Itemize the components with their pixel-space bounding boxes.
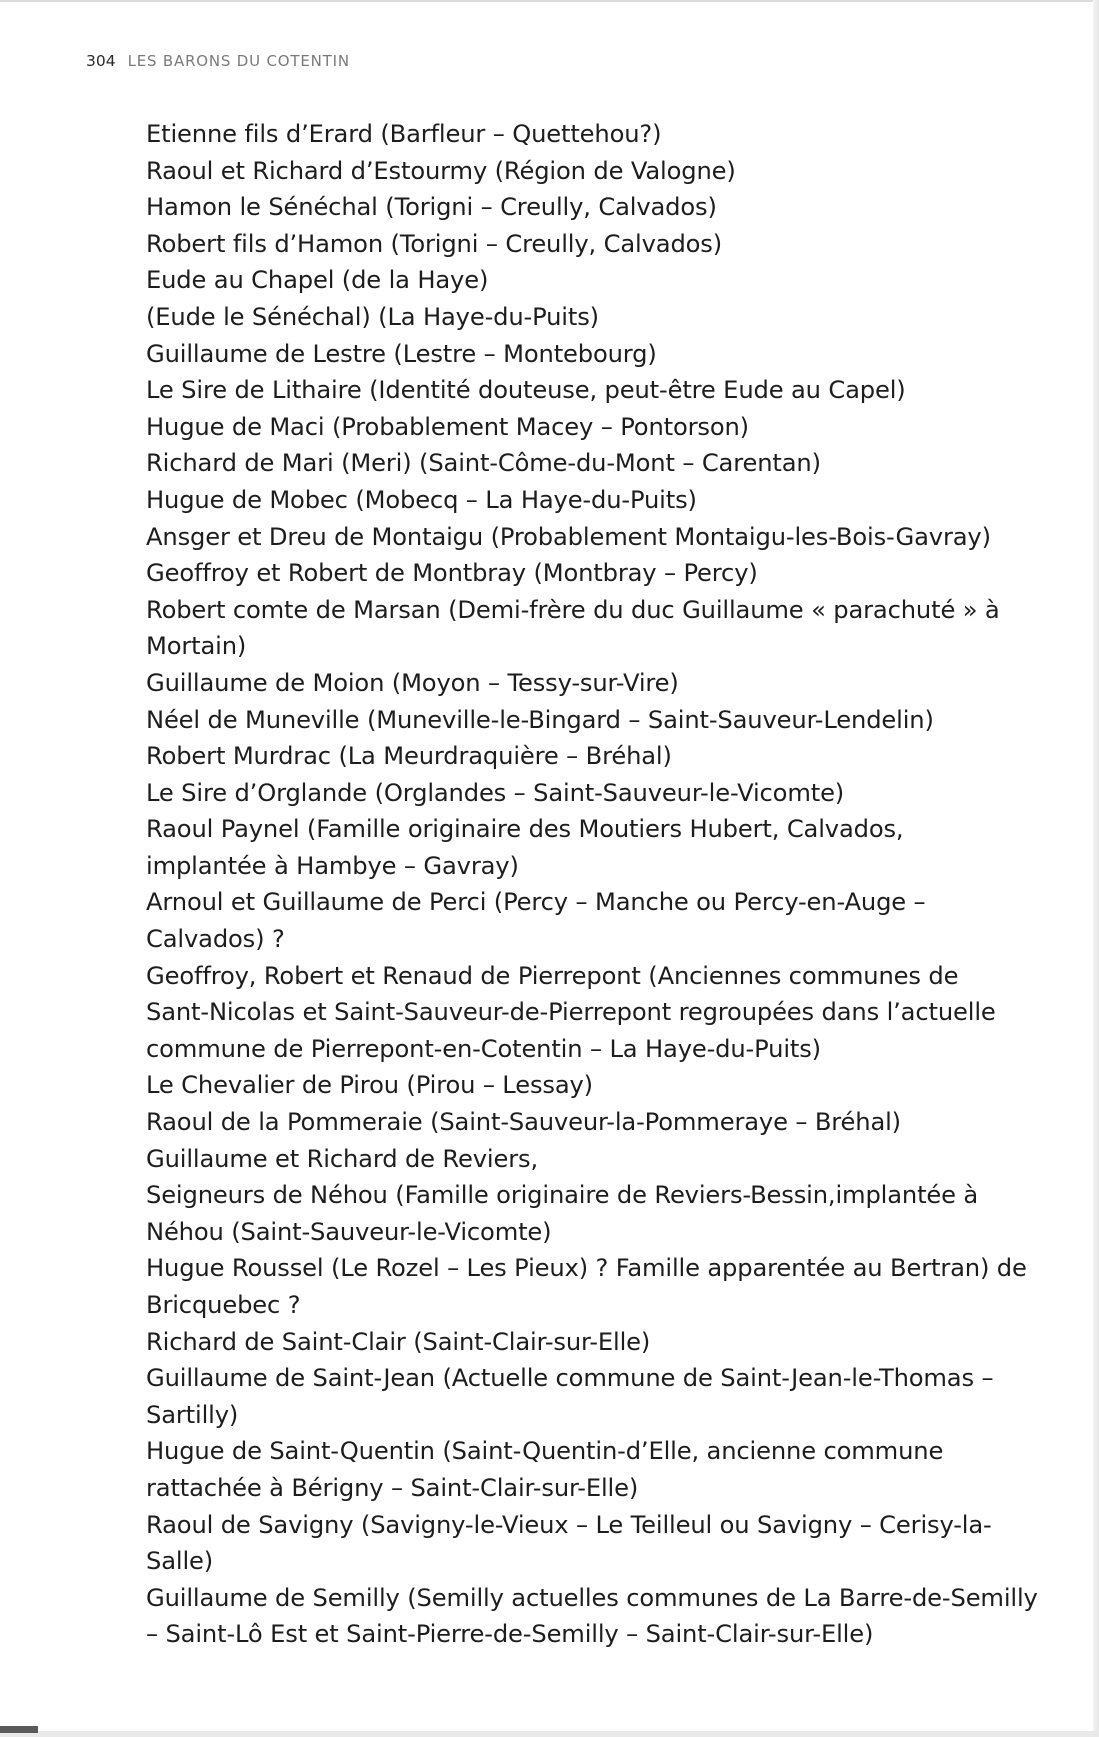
list-line: Raoul Paynel (Famille originaire des Moutiers Hubert, Calvados, xyxy=(146,815,904,844)
list-line: Geoffroy, Robert et Renaud de Pierrepont (Anciennes communes de xyxy=(146,961,959,990)
list-line: Bricquebec ? xyxy=(146,1291,301,1319)
list-line: Raoul et Richard d’Estourmy (Région de Valogne) xyxy=(146,156,736,185)
list-line: rattachée à Bérigny – Saint-Clair-sur-Elle) xyxy=(146,1473,639,1502)
list-line: Hamon le Sénéchal (Torigni – Creully, Calvados) xyxy=(146,193,717,222)
list-line: – Saint-Lô Est et Saint-Pierre-de-Semilly – Saint-Clair-sur-Elle) xyxy=(146,1620,874,1649)
list-line: Robert fils d’Hamon (Torigni – Creully, Calvados) xyxy=(146,229,723,258)
list-line: implantée à Hambye – Gavray) xyxy=(146,851,519,880)
scan-top-edge xyxy=(0,0,1099,2)
list-line: (Eude le Sénéchal) (La Haye-du-Puits) xyxy=(146,302,599,331)
list-line: Guillaume de Saint-Jean (Actuelle commune de Saint-Jean-le-Thomas – xyxy=(146,1364,994,1393)
list-line: Guillaume de Moion (Moyon – Tessy-sur-Vire) xyxy=(146,668,679,697)
list-line: Sant-Nicolas et Saint-Sauveur-de-Pierrepont regroupées dans l’actuelle xyxy=(146,998,996,1027)
list-line: Richard de Saint-Clair (Saint-Clair-sur-Elle) xyxy=(146,1327,651,1356)
list-line: Salle) xyxy=(146,1547,214,1576)
list-line: Guillaume de Lestre (Lestre – Montebourg) xyxy=(146,339,657,368)
list-line: Robert Murdrac (La Meurdraquière – Bréhal) xyxy=(146,742,672,771)
list-line: Ansger et Dreu de Montaigu (Probablement Montaigu-les-Bois-Gavray) xyxy=(146,522,991,551)
list-line: Hugue de Maci (Probablement Macey – Pontorson) xyxy=(146,412,749,441)
list-line: Seigneurs de Néhou (Famille originaire de Reviers-Bessin,implantée à xyxy=(146,1181,979,1210)
list-line: Hugue Roussel (Le Rozel – Les Pieux) ? Famille apparentée au Bertran) de xyxy=(146,1254,1027,1283)
list-line: Mortain) xyxy=(146,632,247,661)
list-line: Calvados) ? xyxy=(146,925,285,954)
baron-list xyxy=(146,116,1094,1653)
list-line: Robert comte de Marsan (Demi-frère du duc Guillaume « parachuté » à xyxy=(146,595,1000,624)
list-line: Guillaume et Richard de Reviers, xyxy=(146,1144,538,1173)
list-line: Néhou (Saint-Sauveur-le-Vicomte) xyxy=(146,1217,552,1246)
list-line: Arnoul et Guillaume de Perci (Percy – Manche ou Percy-en-Auge – xyxy=(146,888,926,917)
running-head xyxy=(86,52,350,76)
list-line: Etienne fils d’Erard (Barfleur – Quettehou?) xyxy=(146,120,662,148)
list-line: Eude au Chapel (de la Haye) xyxy=(146,266,489,295)
list-line: Hugue de Saint-Quentin (Saint-Quentin-d’Elle, ancienne commune xyxy=(146,1437,944,1466)
list-line: Le Chevalier de Pirou (Pirou – Lessay) xyxy=(146,1071,593,1100)
scan-corner-mark xyxy=(0,1726,38,1733)
page-number: 304 xyxy=(86,52,116,70)
list-line: Sartilly) xyxy=(146,1400,239,1429)
list-line: Le Sire d’Orglande (Orglandes – Saint-Sauveur-le-Vicomte) xyxy=(146,778,845,807)
list-line: Guillaume de Semilly (Semilly actuelles communes de La Barre-de-Semilly xyxy=(146,1583,1038,1612)
list-line: Richard de Mari (Meri) (Saint-Côme-du-Mont – Carentan) xyxy=(146,449,821,478)
book-title: LES BARONS DU COTENTIN xyxy=(127,52,350,70)
list-line: Hugue de Mobec (Mobecq – La Haye-du-Puits) xyxy=(146,485,697,514)
list-line: Raoul de la Pommeraie (Saint-Sauveur-la-Pommeraye – Bréhal) xyxy=(146,1108,901,1137)
list-line: Raoul de Savigny (Savigny-le-Vieux – Le Teilleul ou Savigny – Cerisy-la- xyxy=(146,1510,992,1539)
list-line: Geoffroy et Robert de Montbray (Montbray – Percy) xyxy=(146,559,758,588)
list-line: Le Sire de Lithaire (Identité douteuse, peut-être Eude au Capel) xyxy=(146,376,906,405)
list-line: Néel de Muneville (Muneville-le-Bingard – Saint-Sauveur-Lendelin) xyxy=(146,705,934,734)
scan-bottom-edge xyxy=(0,1731,1099,1737)
list-line: commune de Pierrepont-en-Cotentin – La Haye-du-Puits) xyxy=(146,1034,821,1063)
